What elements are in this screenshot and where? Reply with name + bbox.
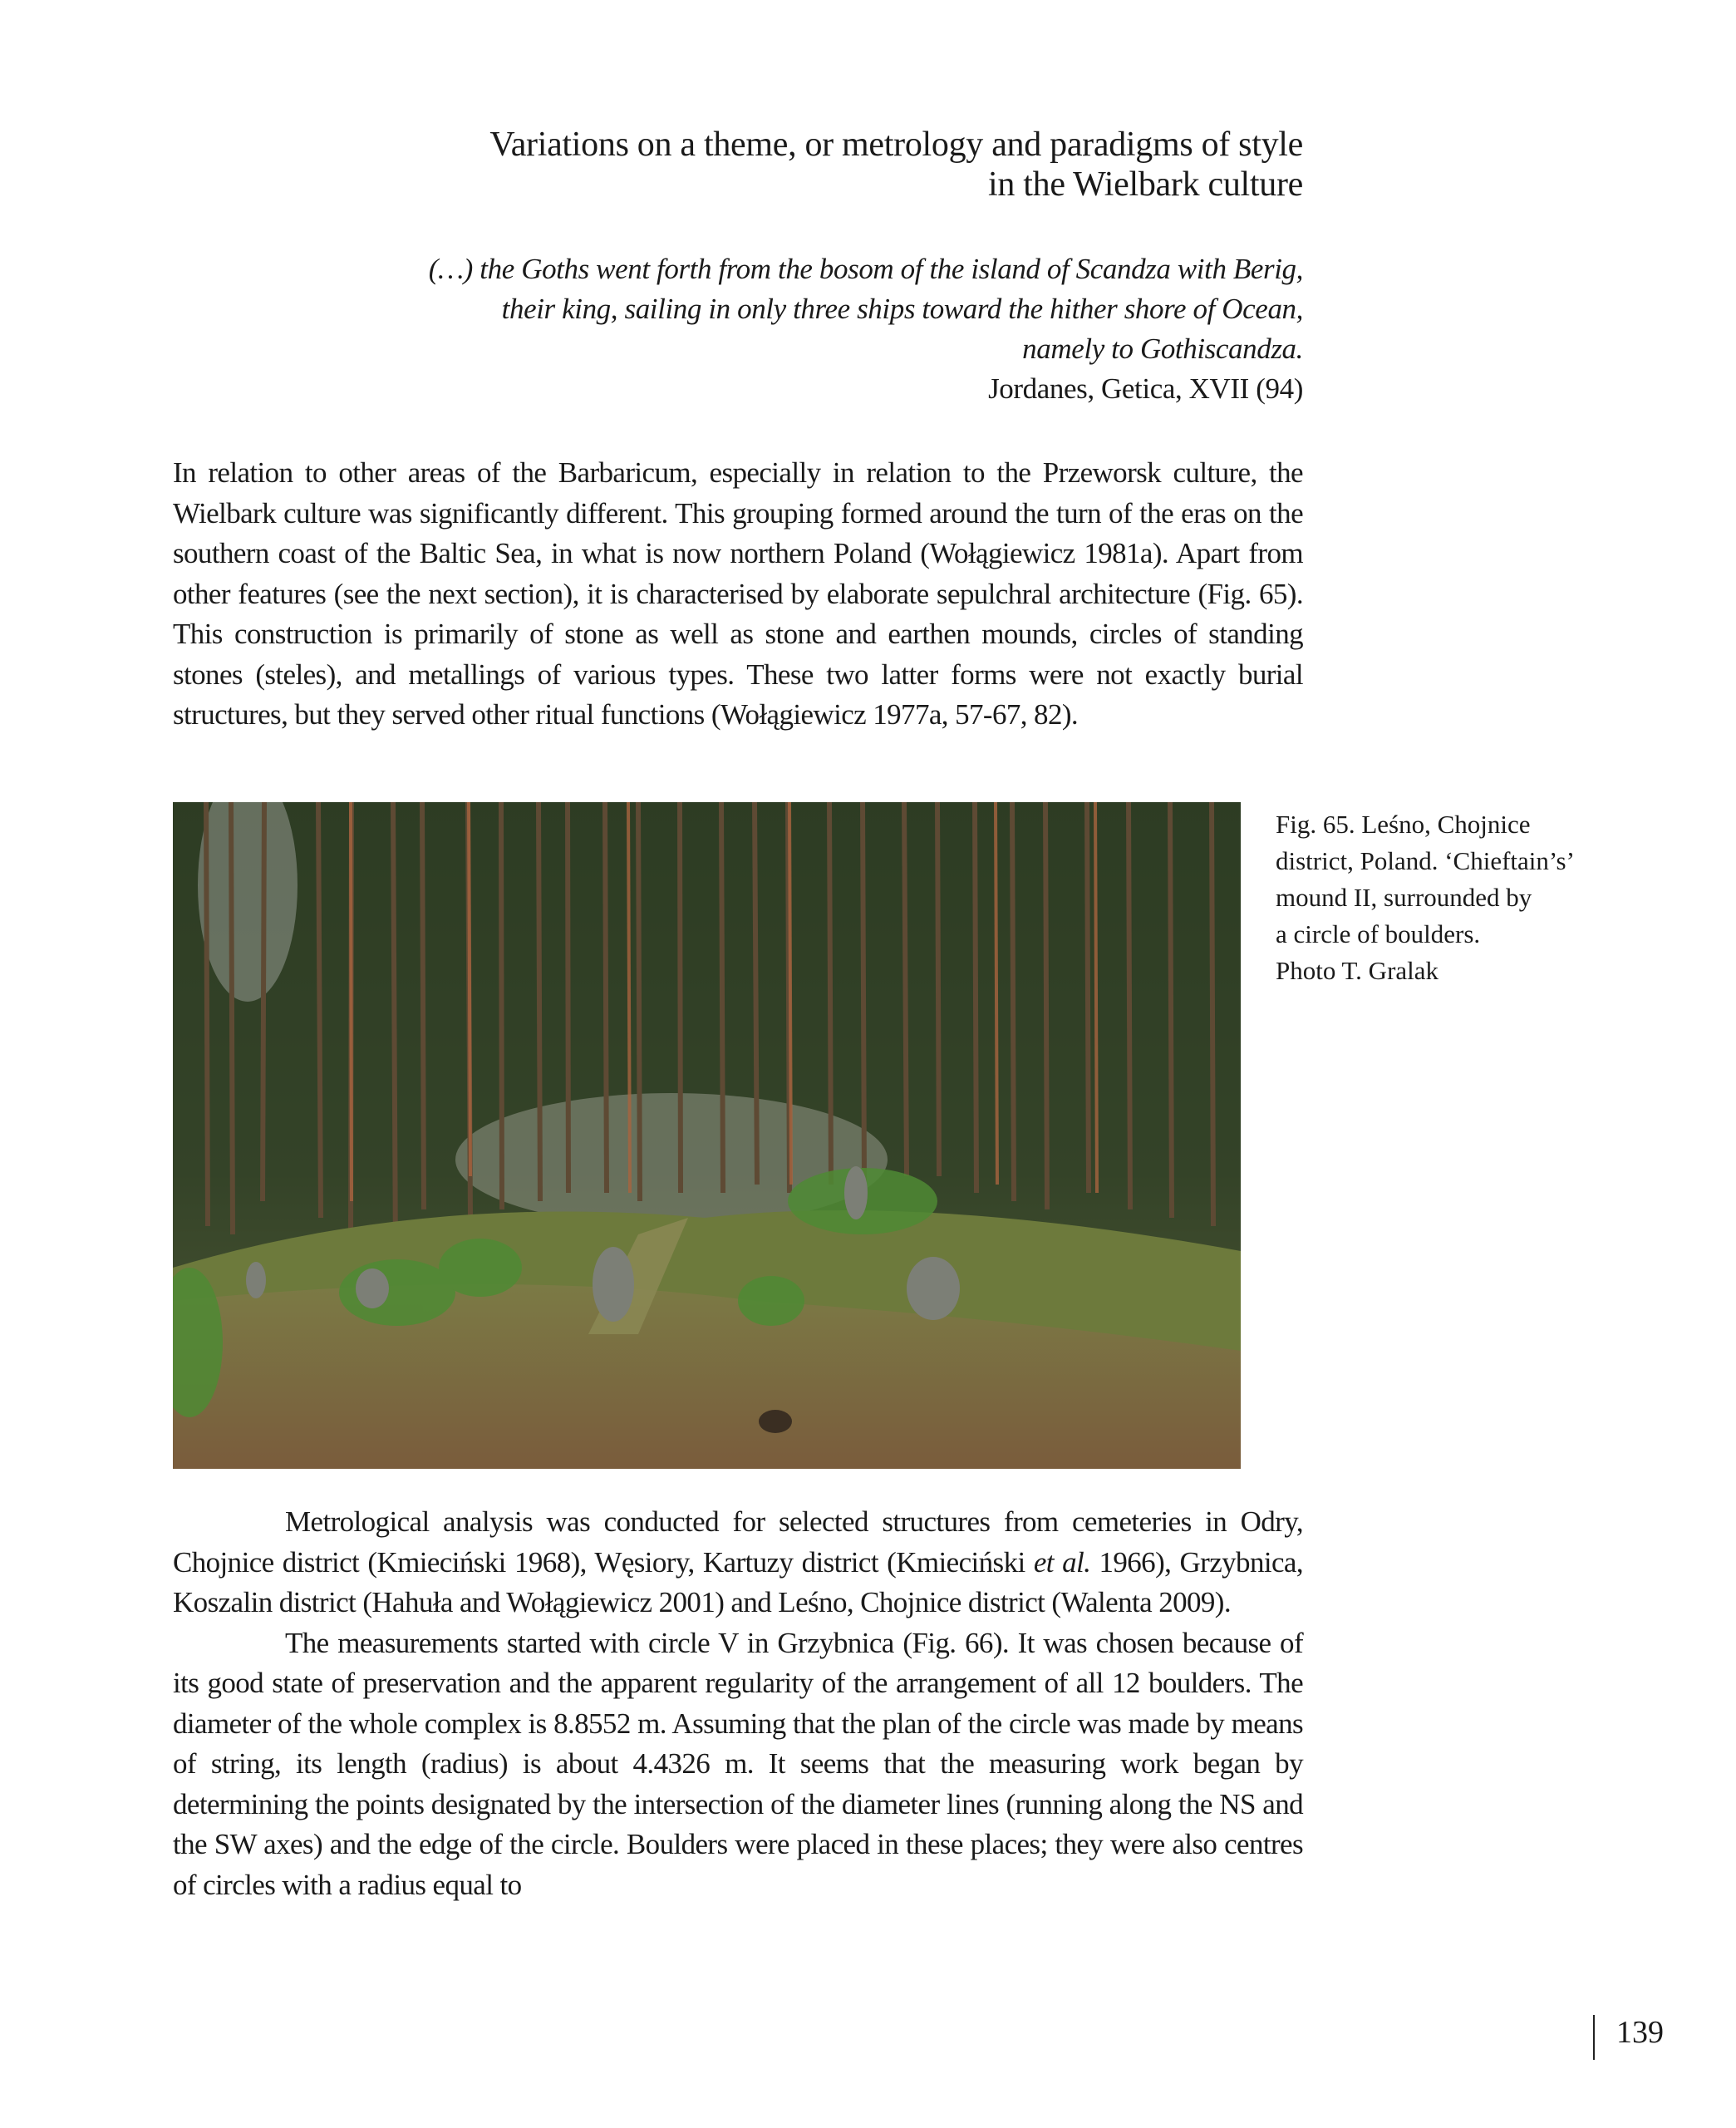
epigraph-source: Jordanes, Getica, XVII (94) [988, 372, 1303, 405]
page-number-divider [1593, 2015, 1595, 2060]
paragraph-text: The measurements started with circle V in Grzybnica (Fig. 66). It was chosen because of its good state of preservation and the apparent regularity of the arrangement of all 12 boulders. The diameter of the whole complex is 8.8552 m. Assuming that the plan of the circle was made by means of string, its length (radius) is about 4.4326 m. It seems that the measuring work began by determining the points designated by the intersection of the diameter lines (running along the NS and the SW axes) and the edge of the circle. Boulders were placed in these places; they were also centres of circles with a radius equal to [173, 1626, 1303, 1901]
epigraph [332, 249, 1303, 409]
epigraph-line: their king, sailing in only three ships toward the hither shore of Ocean, [501, 293, 1303, 325]
body-paragraph-1 [173, 453, 1303, 736]
caption-line: Fig. 65. Leśno, Chojnice [1276, 810, 1531, 839]
paragraph-text [173, 1502, 1303, 1623]
body-paragraphs-2-3 [173, 1502, 1303, 1905]
epigraph-line: (…) the Goths went forth from the bosom of the island of Scandza with Berig, [428, 253, 1303, 285]
caption-credit: Photo T. Gralak [1276, 956, 1439, 985]
caption-line: mound II, surrounded by [1276, 883, 1532, 912]
caption-line: a circle of boulders. [1276, 919, 1481, 948]
paragraph-text: In relation to other areas of the Barbaricum, especially in relation to the Przeworsk culture, the Wielbark culture was significantly different. This grouping formed around the turn of the eras on the southern coast of the Baltic Sea, in what is now northern Poland (Wołągiewicz 1981a). Apart from other features (see the next section), it is characterised by elaborate sepulchral architecture (Fig. 65). This construction is primarily of stone as well as stone and earthen mounds, circles of standing stones (steles), and metallings of various types. These two latter forms were not exactly burial structures, but they served other ritual functions (Wołągiewicz 1977a, 57-67, 82). [173, 456, 1303, 731]
figure-65-photo [173, 802, 1241, 1469]
figure-65-caption [1276, 806, 1608, 989]
chapter-title-line-2: in the Wielbark culture [988, 165, 1303, 204]
epigraph-line: namely to Gothiscandza. [1022, 332, 1303, 365]
paragraph-text-part: 1966), Grzybnica, Koszalin district (Hahuła and Wołągiewicz 2001) and Leśno, Chojnice district (Walenta 2009). [173, 1545, 1303, 1618]
paragraph-text-part: Metrological analysis was conducted for selected structures from cemeteries in Odry, Chojnice district (Kmieciński 1968), Węsiory, Kartuzy district (Kmieciński [173, 1505, 1303, 1579]
forest-mound-image [173, 802, 1241, 1469]
caption-line: district, Poland. ‘Chieftain’s’ [1276, 846, 1575, 875]
page-number: 139 [1616, 2015, 1664, 2050]
paragraph-text-italic: et al. [1033, 1545, 1091, 1579]
chapter-title [399, 125, 1303, 204]
chapter-title-line-1: Variations on a theme, or metrology and paradigms of style [489, 126, 1303, 164]
